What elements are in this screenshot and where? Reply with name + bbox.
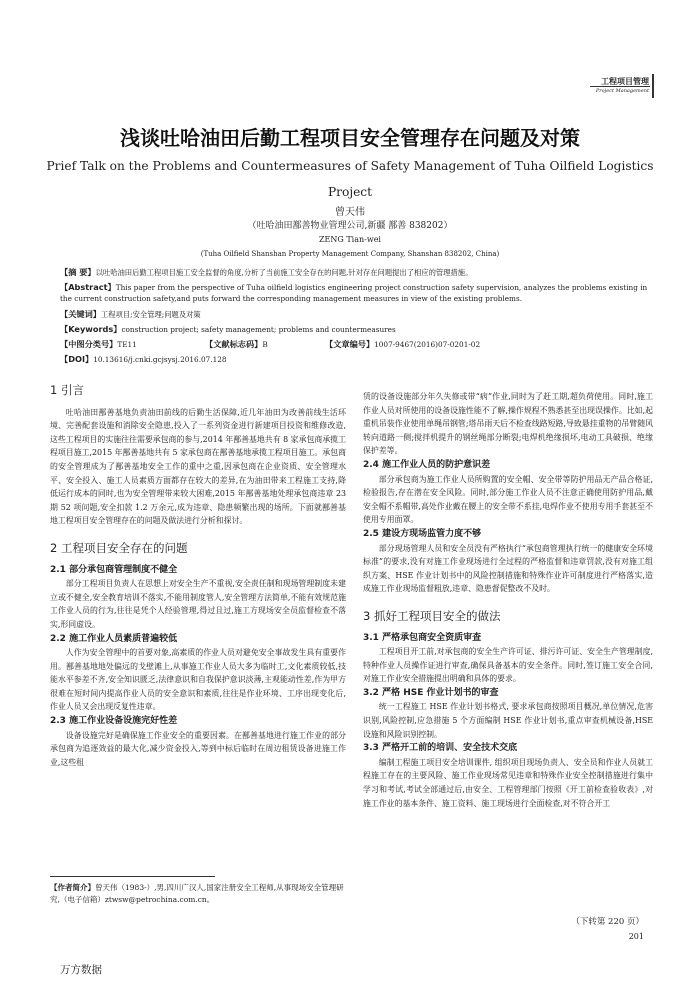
keywords-cn-label: 【关键词】	[60, 309, 101, 319]
doi	[60, 354, 650, 365]
article-no-value: 1007-9467(2016)07-0201-02	[374, 340, 481, 349]
doc-code-value: B	[262, 340, 268, 349]
subsection-heading: 2.1 部分承包商管理制度不健全	[50, 564, 178, 575]
author-name-cn: 曾天伟	[335, 207, 365, 218]
keywords-en-text: construction project; safety management; problems and countermeasures	[121, 325, 396, 334]
doc-code-label: 【文献标志码】	[205, 339, 263, 349]
clc-value: TE11	[117, 340, 137, 349]
author-name-en: ZENG Tian-wei	[319, 235, 381, 244]
article-no-label: 【文章编号】	[325, 339, 375, 349]
abstract-cn-text: 以吐哈油田后勤工程项目施工安全监督的角度,分析了当前施工安全存在的问题,针对存在问题提出了相应的管理措施。	[95, 268, 473, 277]
keywords-en-label: 【Keywords】	[60, 324, 122, 334]
affiliation-en: (Tuha Oilfield Shanshan Property Management Company, Shanshan 838202, China)	[200, 250, 500, 258]
paragraph: 部分工程项目负责人在思想上对安全生产不重视,安全责任制和现场管理制度未建立或不健全,安全教育培训不落实,不能用制度管人,安全管理方法简单,不能有效规范施工作业人员的行为,往往是凭个人经验管理,得过且过,施工方现场安全员监督检查不落实,形同虚设。	[50, 579, 346, 629]
watermark: 万方数据	[60, 964, 102, 976]
continued-note: （下转第 220 页）	[571, 917, 644, 927]
paragraph: 统一工程施工 HSE 作业计划书格式, 要求承包商按照项目概况,单位情况,危害识别,风险控制,应急措施 5 个方面编制 HSE 作业计划书,重点审查机械设备,HSE 设施和风险识别控制。	[363, 702, 653, 739]
paragraph: 工程项目开工前,对承包商的安全生产许可证、排污许可证、安全生产管理制度,特种作业人员操作证进行审查,确保具备基本的安全条件。同时,签订施工安全合同,对施工作业安全措施提出明确和具体的要求。	[363, 647, 653, 684]
author-bio-label: 【作者简介】	[50, 883, 95, 892]
doc-code	[205, 339, 325, 350]
footnote-rule	[50, 876, 215, 877]
subsection-heading: 2.2 施工作业人员素质普遍较低	[50, 633, 178, 644]
keywords-en	[60, 324, 650, 335]
paragraph: 赁的设备设施部分年久失修或带“病”作业,同时为了赶工期,超负荷使用。同时,施工作业人员对所使用的设备设施性能不了解,操作规程不熟悉甚至出现误操作。比如,起重机吊装作业使用单绳吊钢管;塔吊雨天后不检查线路短路,导致悬挂重物的吊臂随风转向道路一侧;搅拌机提升的钢丝绳部分断裂;电焊机绝缘损坏,电动工具破损、绝缘保护差等。	[363, 392, 653, 456]
keywords-cn	[60, 309, 650, 320]
doi-label: 【DOI】	[60, 354, 94, 364]
journal-section-cn: 工程项目管理	[601, 77, 649, 86]
left-column	[50, 384, 346, 769]
header-bar	[652, 74, 654, 98]
classification-row	[60, 339, 650, 350]
subsection-heading: 3.1 严格承包商安全资质审查	[363, 632, 482, 643]
subsection-heading: 3.2 严格 HSE 作业计划书的审查	[363, 687, 499, 698]
paragraph: 部分现场管理人员和安全员没有严格执行“承包商管理执行统一的健康安全环境标准”的要求,没有对施工作业现场进行全过程的严格监督和违章罚款,没有对施工组织方案、HSE 作业计划书中的风险控制措施和特殊作业许可制度进行严格落实,造成施工作业现场监督粗放,违章、隐患督促整改不及时。	[363, 543, 653, 594]
keywords-cn-text: 工程项目;安全管理;问题及对策	[100, 310, 201, 319]
author-bio	[50, 882, 345, 906]
page-number: 201	[628, 932, 644, 941]
article-no	[325, 340, 480, 349]
doi-value: 10.13616/j.cnki.gcjsysj.2016.07.128	[93, 355, 227, 364]
abstract-en-label: 【Abstract】	[60, 282, 116, 292]
title-en: Prief Talk on the Problems and Countermeasures of Safety Management of Tuha Oilfield Logistics Project	[46, 159, 654, 199]
paragraph: 部分承包商为施工作业人员所购置的安全帽、安全带等防护用品无产品合格证,检验报告,存在潜在安全风险。同时,部分施工作业人员不注意正确使用防护用品,戴安全帽不系帽带,高处作业戴在腰上的安全带不系挂,电焊作业不使用专用手套甚至不使用专用面罩。	[363, 474, 653, 525]
abstract-en	[60, 282, 650, 304]
subsection-heading: 2.3 施工作业设备设施完好性差	[50, 716, 178, 727]
subsection-heading: 2.5 建设方现场监管力度不够	[363, 528, 482, 539]
header-rule	[590, 86, 650, 87]
paragraph: 设备设施完好是确保施工作业安全的重要因素。在鄯善基地进行施工作业的部分承包商为追逐效益的最大化,减少资金投入,等到中标后临时在周边租赁设备进施工作业,这些租	[50, 730, 346, 767]
paragraph: 吐哈油田鄯善基地负责油田前线的后勤生活保障,近几年油田为改善前线生活环境、完善配套设施和消除安全隐患,投入了一系列资金进行新建项目投资和维修改造,这些工程项目的实施往往需要承包商的参与,2014 年鄯善基地共有 8 家承包商承揽工程项目施工,2015 年鄯善基地共有 5 家承包商在鄯善基地承揽工程项目施工。承包商的安全管理成为了鄯善基地安全工作的重中之重,因承包商在企业资质、安全管理水平、安全投入、施工人员素质方面都存在较大的差异,在为油田带来工程施工支持,降低运行成本的同时,也为安全管理带来较大困难,2015 年鄯善基地处理承包商违章 23 期 52 项问题,安全扣款 1.2 万余元,成为违章、隐患频繁出现的场所。下面就鄯善基地工程项目安全管理存在的问题及做法进行分析和探讨。	[50, 407, 346, 526]
journal-section-en: Project Management	[595, 88, 649, 94]
section-heading: 3 抓好工程项目安全的做法	[363, 608, 501, 623]
abstract-en-text: This paper from the perspective of Tuha oilfield logistics engineering project construction safety supervision, analyzes the problems existing in the current construction safety,and puts forward the corresponding management measures in view of the existing problems.	[60, 283, 648, 303]
title-cn: 浅谈吐哈油田后勤工程项目安全管理存在问题及对策	[120, 126, 580, 150]
paragraph: 编制工程施工项目安全培训课件, 组织项目现场负责人、安全员和作业人员就工程施工存在的主要风险、施工作业现场常见违章和特殊作业安全控制措施进行集中学习和考试,考试全部通过后,由安全、工程管理部门按照《开工前检查验收表》,对施工作业的基本条件、施工资料、施工现场进行全面检查,对不符合开工	[363, 757, 653, 808]
subsection-heading: 2.4 施工作业人员的防护意识差	[363, 459, 491, 470]
section-heading: 2 工程项目安全存在的问题	[50, 540, 188, 555]
affiliation-cn: （吐哈油田鄯善物业管理公司,新疆 鄯善 838202）	[247, 221, 453, 231]
clc-label: 【中图分类号】	[60, 339, 118, 349]
right-column	[363, 390, 653, 810]
section-heading: 1 引言	[50, 383, 84, 397]
author-bio-text: 曾天伟（1983-）,男,四川广汉人,国家注册安全工程师,从事现场安全管理研究,（电子信箱）ztwsw@petrochina.com.cn。	[50, 883, 344, 904]
clc	[60, 339, 205, 350]
abstract-cn	[60, 267, 650, 278]
abstract-cn-label: 【摘 要】	[60, 267, 96, 277]
paragraph: 人作为安全管理中的首要对象,高素质的作业人员对避免安全事故发生具有重要作用。鄯善基地地处偏远的戈壁滩上,从事施工作业人员大多为临时工,文化素质较低,技能水平参差不齐,安全知识匮乏,法律意识和自我保护意识淡薄,主观能动性差,作为甲方很难在短时间内提高作业人员的安全意识和素质,往往是作业环境、工序出现变化后,作业人员又会出现反复性违章。	[50, 648, 346, 712]
subsection-heading: 3.3 严格开工前的培训、安全技术交底	[363, 743, 518, 754]
